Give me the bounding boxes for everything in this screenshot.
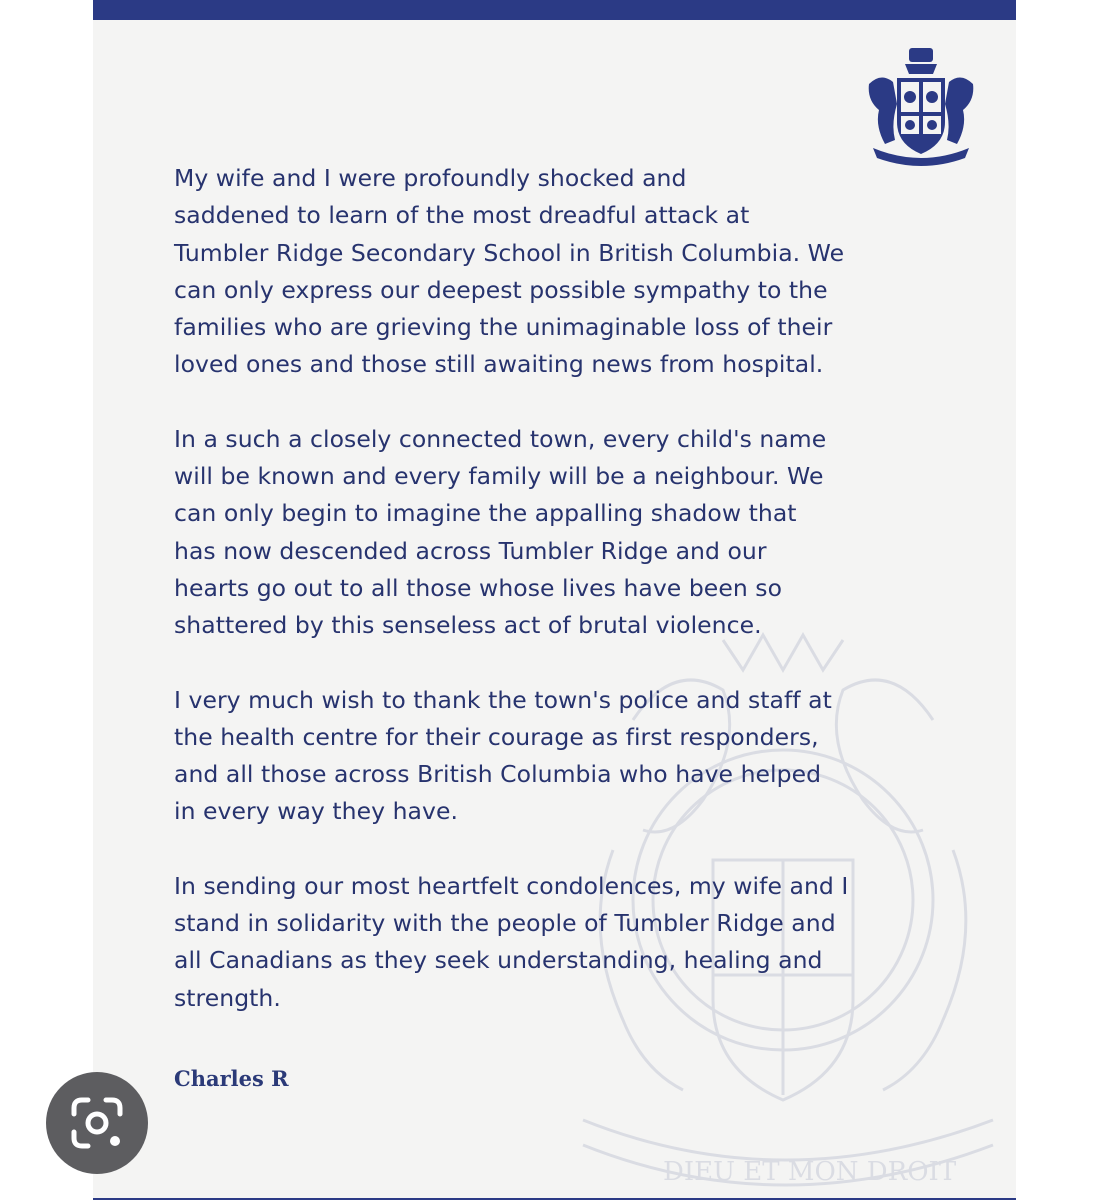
text-line: In sending our most heartfelt condolences, my wife and I [174, 871, 849, 900]
text-line: hearts go out to all those whose lives have been so [174, 573, 783, 602]
text-line: and all those across British Columbia who have helped [174, 760, 822, 789]
text-line: Tumbler Ridge Secondary School in British Columbia. We [174, 238, 845, 267]
google-lens-button[interactable] [46, 1072, 148, 1174]
text-line: has now descended across Tumbler Ridge and our [174, 536, 767, 565]
text-line: My wife and I were profoundly shocked and [174, 164, 687, 192]
text-line: can only express our deepest possible sympathy to the [174, 275, 828, 304]
google-lens-icon [70, 1096, 124, 1150]
text-line: will be known and every family will be a neighbour. We [174, 462, 824, 491]
text-line: I very much wish to thank the town's police and staff at [174, 685, 832, 714]
text-line: In a such a closely connected town, every child's name [174, 424, 827, 453]
text-line: can only begin to imagine the appalling shadow that [174, 499, 797, 528]
letter-header-bar [93, 0, 1016, 20]
watermark-motto: DIEU ET MON DROIT [663, 1157, 957, 1187]
royal-crest-icon [861, 44, 981, 168]
text-line: stand in solidarity with the people of Tumbler Ridge and [174, 909, 836, 938]
paragraph-4 [174, 868, 964, 1017]
text-line: families who are grieving the unimaginable loss of their [174, 313, 833, 342]
text-line: in every way they have. [174, 797, 458, 826]
text-line: all Canadians as they seek understanding, healing and [174, 946, 823, 975]
letter-body [174, 160, 964, 1054]
text-line: loved ones and those still awaiting news from hospital. [174, 350, 824, 379]
text-line: the health centre for their courage as first responders, [174, 722, 819, 751]
paragraph-2 [174, 421, 964, 645]
text-line: shattered by this senseless act of brutal violence. [174, 611, 762, 640]
text-line: strength. [174, 983, 281, 1012]
signature: Charles R [174, 1066, 289, 1091]
paragraph-3 [174, 682, 964, 831]
text-line: saddened to learn of the most dreadful attack at [174, 201, 750, 230]
paragraph-1 [174, 160, 964, 384]
letter-page [93, 0, 1016, 1200]
